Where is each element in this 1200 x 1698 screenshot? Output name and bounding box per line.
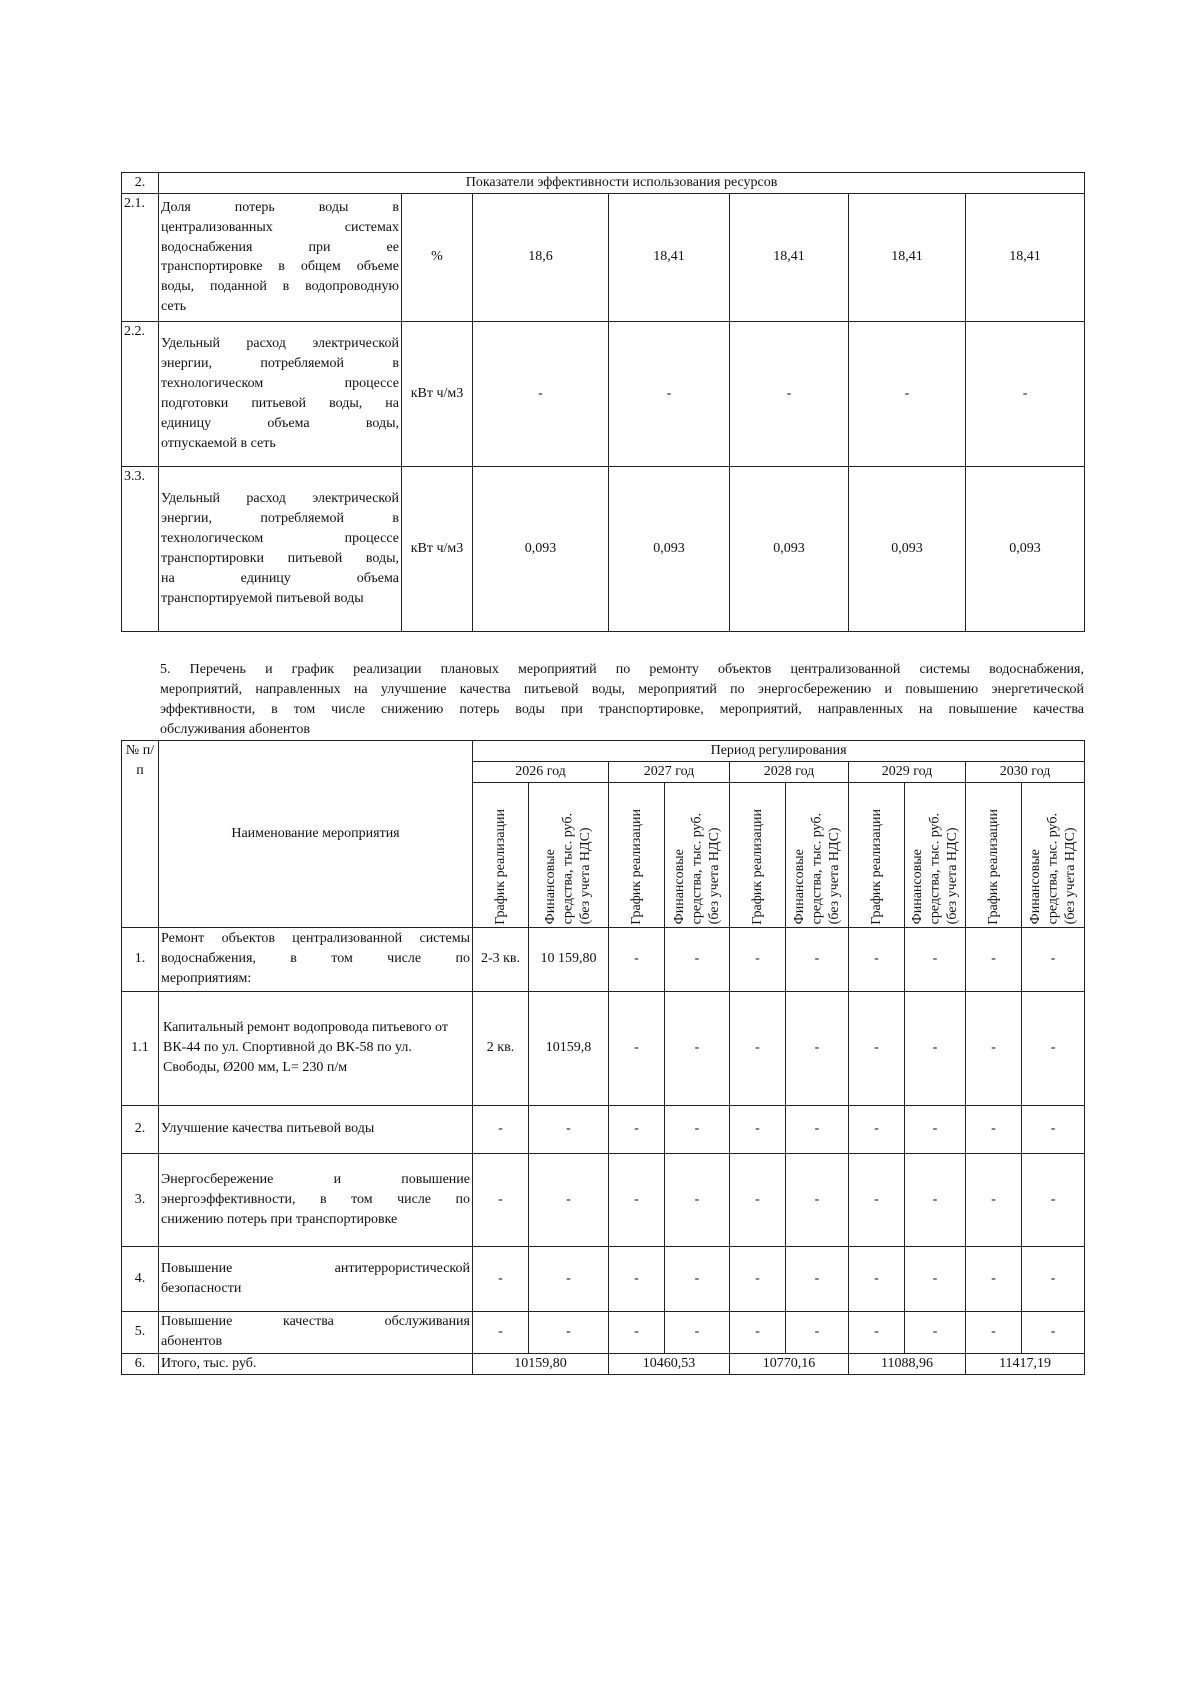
finance-cell: - [1022, 1153, 1085, 1246]
year-header: 2027 год [609, 761, 730, 782]
year-header: 2028 год [730, 761, 849, 782]
section-number: 2. [122, 173, 159, 194]
measure-name: Капитальный ремонт водопровода питьевого от ВК-44 по ул. Спортивной до ВК-58 по ул. Свободы, Ø200 мм, L= 230 п/м [159, 991, 473, 1105]
schedule-header: График реализации [730, 782, 786, 927]
finance-cell: - [529, 1105, 609, 1153]
schedule-cell: - [849, 1246, 905, 1311]
finance-header: Финансовые средства, тыс. руб. (без учета НДС) [905, 782, 966, 927]
value-cell: - [966, 321, 1085, 466]
indicator-name: Удельный расход электрической энергии, потребляемой в технологическом процессе транспортировки питьевой воды, на единицу объема транспортируемой питьевой воды [159, 466, 402, 631]
indicator-name: Доля потерь воды в централизованных системах водоснабжения при ее транспортировке в общем объеме воды, поданной в водопроводную сеть [159, 193, 402, 321]
finance-cell: - [665, 1246, 730, 1311]
total-value: 10159,80 [473, 1353, 609, 1374]
schedule-cell: - [849, 1153, 905, 1246]
finance-cell: - [529, 1246, 609, 1311]
measure-name: Энергосбережение и повышение энергоэффективности, в том числе по снижению потерь при транспортировке [159, 1153, 473, 1246]
table-row [122, 321, 1085, 466]
finance-cell: - [1022, 1105, 1085, 1153]
finance-header: Финансовые средства, тыс. руб. (без учета НДС) [1022, 782, 1085, 927]
schedule-cell: - [609, 1311, 665, 1353]
finance-cell: - [1022, 991, 1085, 1105]
finance-cell: - [1022, 1246, 1085, 1311]
value-cell: 18,41 [730, 193, 849, 321]
total-label: Итого, тыс. руб. [159, 1353, 473, 1374]
finance-cell: - [665, 991, 730, 1105]
schedule-cell: - [473, 1153, 529, 1246]
total-value: 10770,16 [730, 1353, 849, 1374]
total-value: 10460,53 [609, 1353, 730, 1374]
value-cell: 18,41 [609, 193, 730, 321]
year-header: 2026 год [473, 761, 609, 782]
schedule-cell: - [730, 1153, 786, 1246]
measure-name: Повышение качества обслуживания абонентов [159, 1311, 473, 1353]
value-cell: 0,093 [473, 466, 609, 631]
finance-header: Финансовые средства, тыс. руб. (без учета НДС) [786, 782, 849, 927]
finance-cell: - [905, 1153, 966, 1246]
table-row [122, 991, 1085, 1105]
finance-cell: - [665, 927, 730, 991]
row-number: 3.3. [122, 466, 159, 631]
schedule-cell: 2 кв. [473, 991, 529, 1105]
schedule-header: График реализации [966, 782, 1022, 927]
schedule-cell: - [849, 991, 905, 1105]
finance-cell: - [665, 1105, 730, 1153]
row-number: 6. [122, 1353, 159, 1374]
schedule-cell: 2-3 кв. [473, 927, 529, 991]
finance-cell: 10 159,80 [529, 927, 609, 991]
total-value: 11417,19 [966, 1353, 1085, 1374]
schedule-cell: - [730, 1246, 786, 1311]
finance-cell: - [905, 1246, 966, 1311]
unit: кВт ч/м3 [402, 321, 473, 466]
row-number: 4. [122, 1246, 159, 1311]
section-5-heading: 5. Перечень и график реализации плановых мероприятий по ремонту объектов централизованной системы водоснабжения, мероприятий, направленных на улучшение качества питьевой воды, мероприятий по энергосбережению и повышению энергетической эффективности, в том числе снижению потерь воды при транспортировке, мероприятий, направленных на повышение качества обслуживания абонентов [160, 662, 1084, 737]
schedule-cell: - [609, 1246, 665, 1311]
value-cell: 0,093 [849, 466, 966, 631]
row-number: 2.1. [122, 193, 159, 321]
value-cell: - [609, 321, 730, 466]
schedule-header: График реализации [473, 782, 529, 927]
table-row [122, 1105, 1085, 1153]
finance-cell: - [905, 991, 966, 1105]
year-header: 2030 год [966, 761, 1085, 782]
schedule-cell: - [609, 991, 665, 1105]
no-header: № п/п [122, 741, 159, 928]
measure-name: Улучшение качества питьевой воды [159, 1105, 473, 1153]
finance-header: Финансовые средства, тыс. руб. (без учета НДС) [665, 782, 730, 927]
measure-name: Ремонт объектов централизованной системы водоснабжения, в том числе по мероприятиям: [159, 927, 473, 991]
row-number: 2. [122, 1105, 159, 1153]
row-number: 1. [122, 927, 159, 991]
efficiency-table [121, 172, 1085, 632]
finance-cell: - [786, 1153, 849, 1246]
year-header: 2029 год [849, 761, 966, 782]
finance-cell: - [786, 927, 849, 991]
value-cell: - [849, 321, 966, 466]
finance-cell: - [1022, 927, 1085, 991]
finance-cell: - [529, 1311, 609, 1353]
unit: % [402, 193, 473, 321]
table-row [122, 1153, 1085, 1246]
table-row [122, 466, 1085, 631]
value-cell: 18,41 [966, 193, 1085, 321]
schedule-cell: - [730, 1311, 786, 1353]
measures-table [121, 740, 1085, 1375]
schedule-cell: - [966, 991, 1022, 1105]
finance-cell: - [786, 1246, 849, 1311]
finance-cell: - [905, 927, 966, 991]
row-number: 1.1 [122, 991, 159, 1105]
finance-cell: - [1022, 1311, 1085, 1353]
schedule-cell: - [966, 1246, 1022, 1311]
row-number: 2.2. [122, 321, 159, 466]
measure-name: Повышение антитеррористической безопасности [159, 1246, 473, 1311]
section-title: Показатели эффективности использования ресурсов [159, 173, 1085, 194]
finance-cell: - [665, 1153, 730, 1246]
value-cell: 18,6 [473, 193, 609, 321]
schedule-cell: - [730, 991, 786, 1105]
total-row [122, 1353, 1085, 1374]
finance-header: Финансовые средства, тыс. руб. (без учета НДС) [529, 782, 609, 927]
indicator-name: Удельный расход электрической энергии, потребляемой в технологическом процессе подготовки питьевой воды, на единицу объема воды, отпускаемой в сеть [159, 321, 402, 466]
finance-cell: - [529, 1153, 609, 1246]
finance-cell: - [786, 1311, 849, 1353]
schedule-cell: - [966, 1311, 1022, 1353]
table-row [122, 193, 1085, 321]
total-value: 11088,96 [849, 1353, 966, 1374]
schedule-cell: - [609, 927, 665, 991]
schedule-cell: - [849, 927, 905, 991]
finance-cell: - [905, 1311, 966, 1353]
unit: кВт ч/м3 [402, 466, 473, 631]
table-row [122, 1246, 1085, 1311]
value-cell: 0,093 [966, 466, 1085, 631]
schedule-cell: - [966, 1105, 1022, 1153]
schedule-cell: - [730, 927, 786, 991]
finance-cell: - [786, 1105, 849, 1153]
value-cell: - [473, 321, 609, 466]
schedule-cell: - [473, 1246, 529, 1311]
period-header: Период регулирования [473, 741, 1085, 762]
schedule-cell: - [966, 1153, 1022, 1246]
schedule-cell: - [473, 1311, 529, 1353]
finance-cell: - [665, 1311, 730, 1353]
schedule-cell: - [609, 1105, 665, 1153]
value-cell: 18,41 [849, 193, 966, 321]
schedule-cell: - [609, 1153, 665, 1246]
schedule-cell: - [966, 927, 1022, 991]
finance-cell: - [905, 1105, 966, 1153]
table-row [122, 1311, 1085, 1353]
schedule-header: График реализации [849, 782, 905, 927]
finance-cell: - [786, 991, 849, 1105]
row-number: 5. [122, 1311, 159, 1353]
finance-cell: 10159,8 [529, 991, 609, 1105]
value-cell: 0,093 [609, 466, 730, 631]
row-number: 3. [122, 1153, 159, 1246]
value-cell: - [730, 321, 849, 466]
schedule-cell: - [473, 1105, 529, 1153]
name-header: Наименование мероприятия [159, 741, 473, 928]
table-row [122, 927, 1085, 991]
value-cell: 0,093 [730, 466, 849, 631]
schedule-cell: - [730, 1105, 786, 1153]
schedule-cell: - [849, 1311, 905, 1353]
schedule-cell: - [849, 1105, 905, 1153]
schedule-header: График реализации [609, 782, 665, 927]
